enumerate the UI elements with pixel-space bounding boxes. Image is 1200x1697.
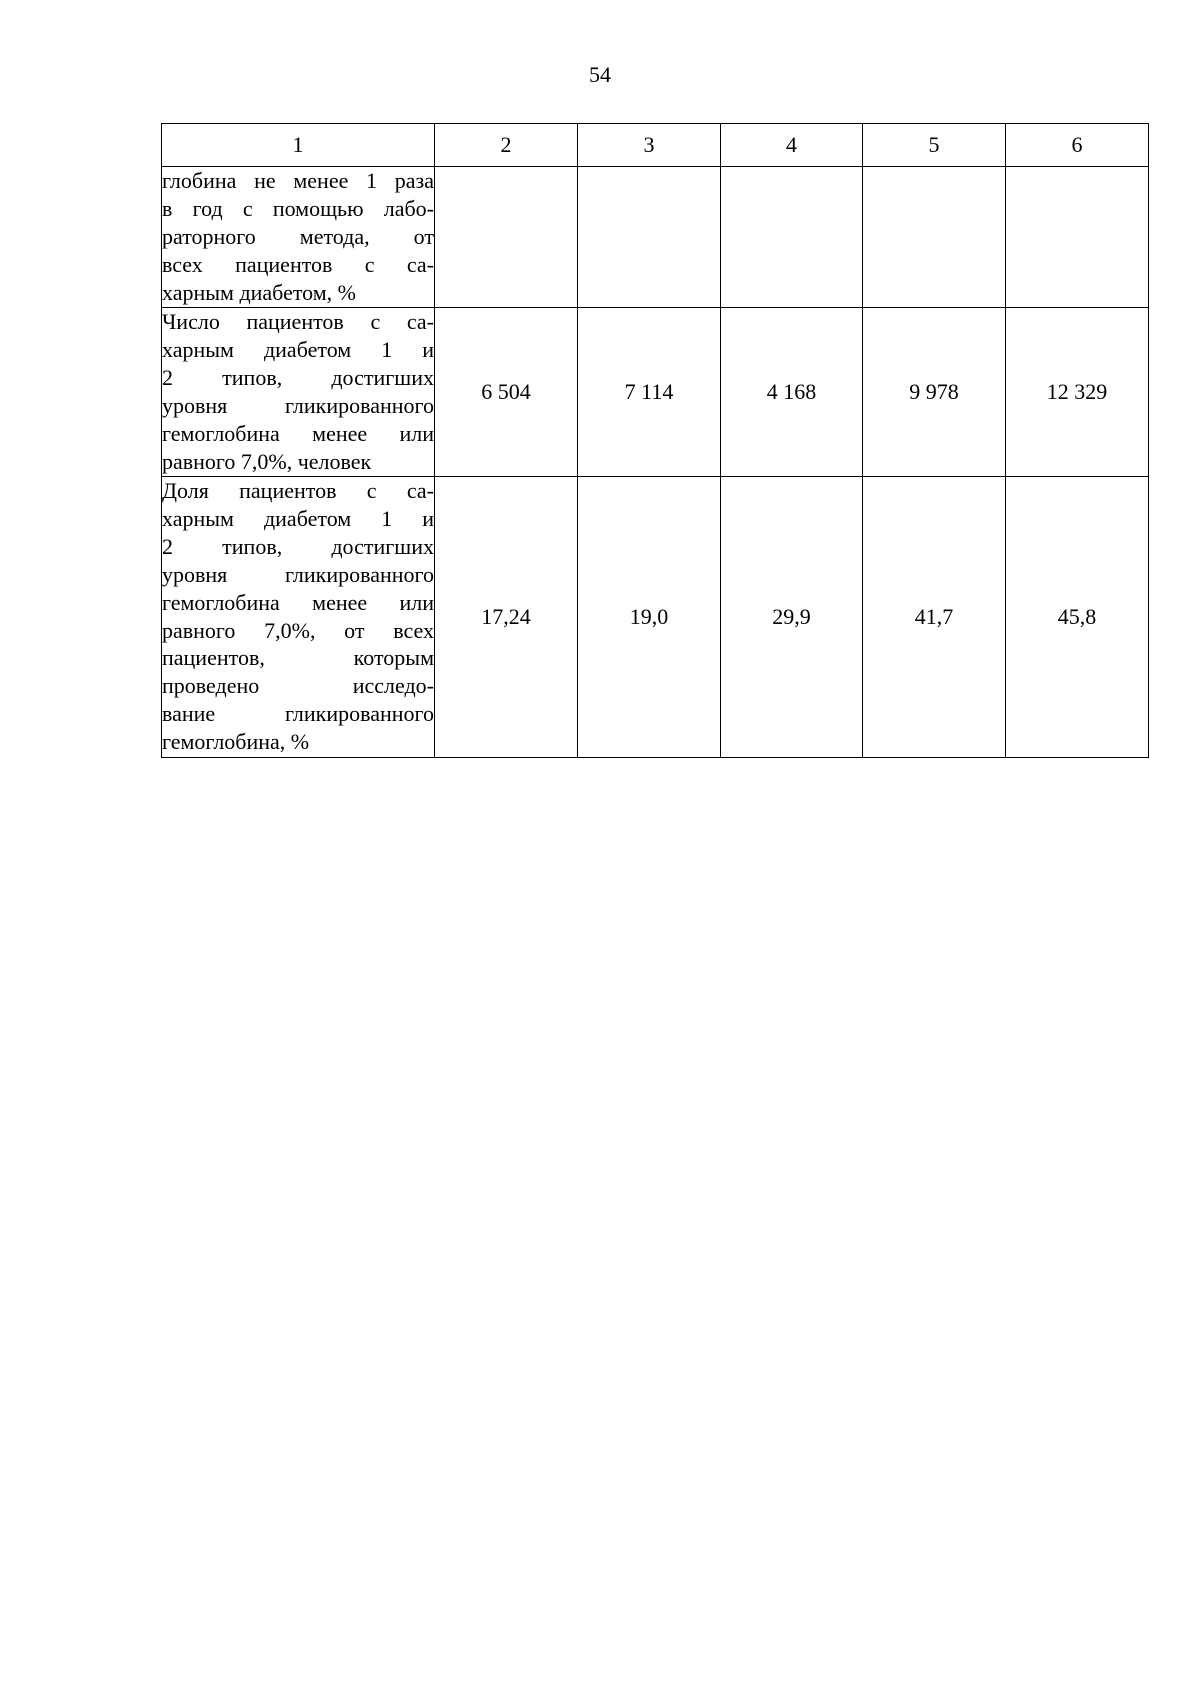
value-cell bbox=[435, 167, 578, 308]
column-header-4: 4 bbox=[721, 124, 863, 167]
description-line: равного 7,0%, человек bbox=[162, 448, 372, 474]
description-line: проведено исследо- bbox=[162, 673, 434, 699]
description-line: гемоглобина менее или bbox=[162, 420, 434, 446]
description-line: раторного метода, от bbox=[162, 223, 434, 249]
description-line: уровня гликированного bbox=[162, 392, 434, 418]
description-line: 2 типов, достигших bbox=[162, 364, 434, 390]
column-header-1: 1 bbox=[162, 124, 435, 167]
page-number: 54 bbox=[589, 62, 611, 87]
description-line: харным диабетом 1 и bbox=[162, 505, 434, 531]
description-line: Число пациентов с са- bbox=[162, 309, 434, 334]
value-cell: 12 329 bbox=[1006, 308, 1149, 477]
value-cell: 19,0 bbox=[578, 477, 721, 758]
value-cell: 9 978 bbox=[863, 308, 1006, 477]
description-line: вание гликированного bbox=[162, 701, 434, 727]
description-line: харным диабетом, % bbox=[162, 279, 357, 305]
value-cell bbox=[721, 167, 863, 308]
row-description bbox=[162, 308, 435, 477]
value-cell bbox=[578, 167, 721, 308]
value-cell: 6 504 bbox=[435, 308, 578, 477]
value-cell bbox=[863, 167, 1006, 308]
value-cell: 7 114 bbox=[578, 308, 721, 477]
column-header-6: 6 bbox=[1006, 124, 1149, 167]
value-cell bbox=[1006, 167, 1149, 308]
table-row bbox=[162, 477, 1149, 758]
table-row bbox=[162, 167, 1149, 308]
description-line: глобина не менее 1 раза bbox=[162, 168, 434, 193]
row-description bbox=[162, 477, 435, 758]
description-line: гемоглобина, % bbox=[162, 729, 310, 755]
description-line: равного 7,0%, от всех bbox=[162, 617, 434, 643]
description-line: 2 типов, достигших bbox=[162, 533, 434, 559]
column-header-3: 3 bbox=[578, 124, 721, 167]
value-cell: 17,24 bbox=[435, 477, 578, 758]
description-line: гемоглобина менее или bbox=[162, 589, 434, 615]
header-row bbox=[162, 124, 1149, 167]
description-line: пациентов, которым bbox=[162, 645, 434, 671]
value-cell: 45,8 bbox=[1006, 477, 1149, 758]
table-row bbox=[162, 308, 1149, 477]
data-table bbox=[161, 123, 1149, 758]
description-line: Доля пациентов с са- bbox=[162, 478, 434, 503]
value-cell: 29,9 bbox=[721, 477, 863, 758]
value-cell: 4 168 bbox=[721, 308, 863, 477]
description-line: уровня гликированного bbox=[162, 561, 434, 587]
description-line: всех пациентов с са- bbox=[162, 251, 434, 277]
description-line: харным диабетом 1 и bbox=[162, 336, 434, 362]
row-description bbox=[162, 167, 435, 308]
column-header-5: 5 bbox=[863, 124, 1006, 167]
value-cell: 41,7 bbox=[863, 477, 1006, 758]
column-header-2: 2 bbox=[435, 124, 578, 167]
description-line: в год с помощью лабо- bbox=[162, 195, 434, 221]
